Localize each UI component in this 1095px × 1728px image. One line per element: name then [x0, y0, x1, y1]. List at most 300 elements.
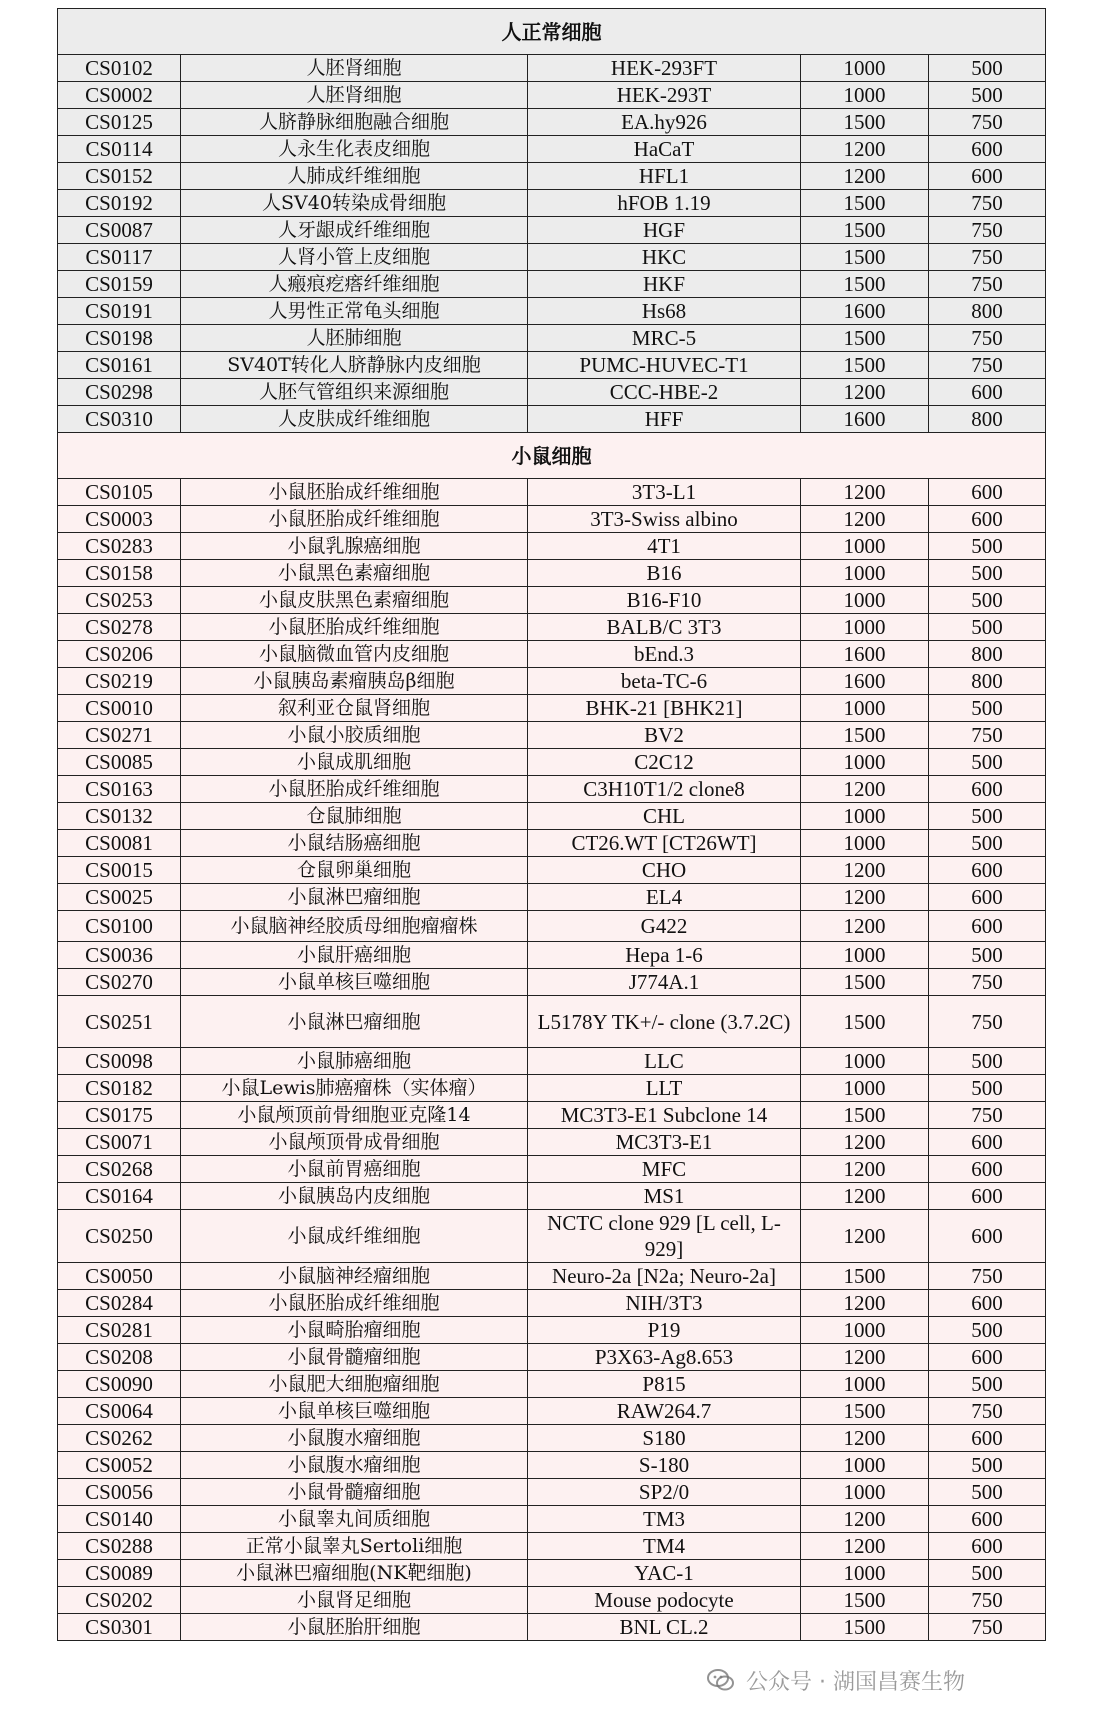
- cell-price-b: 600: [929, 1533, 1046, 1560]
- cell-price-a: 1200: [801, 1290, 929, 1317]
- table-row: [58, 668, 1046, 695]
- cell-name: 小鼠胚胎成纤维细胞: [181, 776, 528, 803]
- table-row: [58, 479, 1046, 506]
- cell-price-a: 1000: [801, 82, 929, 109]
- cell-price-a: 1200: [801, 1129, 929, 1156]
- table-row: [58, 1371, 1046, 1398]
- table-row: [58, 776, 1046, 803]
- table-row: [58, 1263, 1046, 1290]
- cell-price-a: 1200: [801, 1506, 929, 1533]
- cell-name: 正常小鼠睾丸Sertoli细胞: [181, 1533, 528, 1560]
- cell-catalog: CS0262: [58, 1425, 181, 1452]
- table-row: [58, 325, 1046, 352]
- cell-price-a: 1000: [801, 533, 929, 560]
- cell-name: SV40T转化人脐静脉内皮细胞: [181, 352, 528, 379]
- cell-name: 小鼠颅顶骨成骨细胞: [181, 1129, 528, 1156]
- cell-model: HEK-293T: [528, 82, 801, 109]
- cell-model: HaCaT: [528, 136, 801, 163]
- cell-price-b: 600: [929, 506, 1046, 533]
- cell-model: PUMC-HUVEC-T1: [528, 352, 801, 379]
- cell-model: 3T3-Swiss albino: [528, 506, 801, 533]
- watermark: [706, 1662, 965, 1698]
- cell-price-a: 1500: [801, 190, 929, 217]
- table-row: [58, 1290, 1046, 1317]
- cell-catalog: CS0089: [58, 1560, 181, 1587]
- cell-catalog: CS0056: [58, 1479, 181, 1506]
- cell-name: 小鼠皮肤黑色素瘤细胞: [181, 587, 528, 614]
- cell-catalog: CS0301: [58, 1614, 181, 1641]
- cell-name: 人胚肾细胞: [181, 82, 528, 109]
- cell-price-b: 750: [929, 109, 1046, 136]
- cell-model: B16-F10: [528, 587, 801, 614]
- cell-catalog: CS0219: [58, 668, 181, 695]
- section-human-normal-cells: [58, 9, 1046, 433]
- table-row: [58, 749, 1046, 776]
- cell-price-a: 1000: [801, 1371, 929, 1398]
- cell-price-a: 1500: [801, 352, 929, 379]
- cell-catalog: CS0268: [58, 1156, 181, 1183]
- cell-catalog: CS0025: [58, 884, 181, 911]
- table-row: [58, 942, 1046, 969]
- cell-price-a: 1600: [801, 298, 929, 325]
- cell-model: TM3: [528, 1506, 801, 1533]
- cell-model: beta-TC-6: [528, 668, 801, 695]
- cell-price-b: 750: [929, 190, 1046, 217]
- cell-name: 小鼠肺癌细胞: [181, 1048, 528, 1075]
- cell-model: CT26.WT [CT26WT]: [528, 830, 801, 857]
- cell-model: hFOB 1.19: [528, 190, 801, 217]
- cell-model: P19: [528, 1317, 801, 1344]
- cell-price-b: 500: [929, 55, 1046, 82]
- cell-model: P3X63-Ag8.653: [528, 1344, 801, 1371]
- table-row: [58, 803, 1046, 830]
- cell-name: 小鼠胰岛素瘤胰岛β细胞: [181, 668, 528, 695]
- cell-catalog: CS0159: [58, 271, 181, 298]
- cell-price-a: 1000: [801, 587, 929, 614]
- cell-model: HGF: [528, 217, 801, 244]
- cell-name: 小鼠乳腺癌细胞: [181, 533, 528, 560]
- cell-catalog: CS0102: [58, 55, 181, 82]
- cell-price-b: 750: [929, 1263, 1046, 1290]
- table-row: [58, 136, 1046, 163]
- cell-model: MC3T3-E1: [528, 1129, 801, 1156]
- cell-price-b: 600: [929, 136, 1046, 163]
- cell-price-b: 600: [929, 1129, 1046, 1156]
- table-row: [58, 911, 1046, 942]
- cell-price-b: 600: [929, 379, 1046, 406]
- table-row: [58, 506, 1046, 533]
- cell-model: LLT: [528, 1075, 801, 1102]
- cell-price-b: 500: [929, 942, 1046, 969]
- table-row: [58, 1129, 1046, 1156]
- cell-price-b: 500: [929, 695, 1046, 722]
- cell-price-b: 600: [929, 776, 1046, 803]
- table-row: [58, 1317, 1046, 1344]
- cell-price-b: 750: [929, 1614, 1046, 1641]
- cell-catalog: CS0283: [58, 533, 181, 560]
- cell-price-a: 1500: [801, 1102, 929, 1129]
- cell-catalog: CS0182: [58, 1075, 181, 1102]
- cell-model: bEnd.3: [528, 641, 801, 668]
- cell-price-b: 750: [929, 244, 1046, 271]
- cell-model: NIH/3T3: [528, 1290, 801, 1317]
- cell-model: Hepa 1-6: [528, 942, 801, 969]
- cell-price-a: 1600: [801, 406, 929, 433]
- cell-price-a: 1200: [801, 1183, 929, 1210]
- table-row: [58, 1452, 1046, 1479]
- cell-name: 小鼠Lewis肺癌瘤株（实体瘤）: [181, 1075, 528, 1102]
- table-row: [58, 830, 1046, 857]
- cell-name: 小鼠肾足细胞: [181, 1587, 528, 1614]
- cell-price-a: 1000: [801, 55, 929, 82]
- cell-model: EA.hy926: [528, 109, 801, 136]
- cell-price-a: 1200: [801, 776, 929, 803]
- cell-name: 人男性正常龟头细胞: [181, 298, 528, 325]
- cell-name: 小鼠黑色素瘤细胞: [181, 560, 528, 587]
- cell-catalog: CS0002: [58, 82, 181, 109]
- cell-catalog: CS0284: [58, 1290, 181, 1317]
- cell-catalog: CS0202: [58, 1587, 181, 1614]
- cell-catalog: CS0271: [58, 722, 181, 749]
- cell-catalog: CS0050: [58, 1263, 181, 1290]
- table-row: [58, 1479, 1046, 1506]
- cell-name: 仓鼠肺细胞: [181, 803, 528, 830]
- cell-model: MS1: [528, 1183, 801, 1210]
- cell-price-a: 1000: [801, 803, 929, 830]
- cell-price-b: 750: [929, 1102, 1046, 1129]
- cell-model: MC3T3-E1 Subclone 14: [528, 1102, 801, 1129]
- cell-model: EL4: [528, 884, 801, 911]
- cell-price-b: 500: [929, 1371, 1046, 1398]
- cell-price-a: 1200: [801, 506, 929, 533]
- table-row: [58, 1344, 1046, 1371]
- cell-name: 小鼠胰岛内皮细胞: [181, 1183, 528, 1210]
- table-row: [58, 1048, 1046, 1075]
- table-row: [58, 996, 1046, 1048]
- section-mouse-cells: [58, 433, 1046, 1641]
- cell-price-a: 1600: [801, 641, 929, 668]
- cell-price-b: 600: [929, 1425, 1046, 1452]
- cell-model: SP2/0: [528, 1479, 801, 1506]
- cell-name: 小鼠胚胎成纤维细胞: [181, 479, 528, 506]
- cell-price-b: 500: [929, 830, 1046, 857]
- table-row: [58, 1398, 1046, 1425]
- cell-price-a: 1000: [801, 1452, 929, 1479]
- cell-model: J774A.1: [528, 969, 801, 996]
- cell-catalog: CS0114: [58, 136, 181, 163]
- cell-price-b: 600: [929, 1506, 1046, 1533]
- cell-name: 人胚气管组织来源细胞: [181, 379, 528, 406]
- cell-model: P815: [528, 1371, 801, 1398]
- cell-model: 4T1: [528, 533, 801, 560]
- cell-price-b: 500: [929, 1560, 1046, 1587]
- cell-name: 小鼠胚胎成纤维细胞: [181, 614, 528, 641]
- cell-catalog: CS0161: [58, 352, 181, 379]
- cell-price-a: 1500: [801, 325, 929, 352]
- cell-name: 小鼠脑神经胶质母细胞瘤瘤株: [181, 911, 528, 942]
- table-row: [58, 1210, 1046, 1263]
- cell-price-b: 800: [929, 641, 1046, 668]
- table-row: [58, 1614, 1046, 1641]
- cell-price-b: 500: [929, 614, 1046, 641]
- cell-catalog: CS0288: [58, 1533, 181, 1560]
- cell-model: NCTC clone 929 [L cell, L-929]: [528, 1210, 801, 1263]
- cell-catalog: CS0117: [58, 244, 181, 271]
- cell-price-b: 500: [929, 587, 1046, 614]
- cell-catalog: CS0140: [58, 1506, 181, 1533]
- table-row: [58, 55, 1046, 82]
- table-row: [58, 379, 1046, 406]
- cell-catalog: CS0164: [58, 1183, 181, 1210]
- cell-catalog: CS0158: [58, 560, 181, 587]
- cell-model: S180: [528, 1425, 801, 1452]
- cell-price-b: 800: [929, 298, 1046, 325]
- cell-price-a: 1500: [801, 271, 929, 298]
- cell-catalog: CS0270: [58, 969, 181, 996]
- table-row: [58, 1075, 1046, 1102]
- cell-price-a: 1500: [801, 244, 929, 271]
- section-header: [58, 9, 1046, 55]
- cell-price-a: 1200: [801, 479, 929, 506]
- cell-catalog: CS0064: [58, 1398, 181, 1425]
- cell-price-b: 500: [929, 1479, 1046, 1506]
- table-row: [58, 969, 1046, 996]
- cell-price-b: 800: [929, 406, 1046, 433]
- cell-name: 人牙龈成纤维细胞: [181, 217, 528, 244]
- cell-name: 人肺成纤维细胞: [181, 163, 528, 190]
- cell-price-b: 600: [929, 1344, 1046, 1371]
- cell-name: 小鼠脑神经瘤细胞: [181, 1263, 528, 1290]
- table-row: [58, 271, 1046, 298]
- cell-price-b: 600: [929, 1210, 1046, 1263]
- cell-model: MRC-5: [528, 325, 801, 352]
- cell-model: YAC-1: [528, 1560, 801, 1587]
- cell-name: 人SV40转染成骨细胞: [181, 190, 528, 217]
- cell-price-a: 1200: [801, 1533, 929, 1560]
- cell-price-a: 1200: [801, 163, 929, 190]
- cell-catalog: CS0087: [58, 217, 181, 244]
- cell-price-b: 600: [929, 479, 1046, 506]
- table-row: [58, 587, 1046, 614]
- cell-price-a: 1000: [801, 695, 929, 722]
- cell-price-b: 500: [929, 1048, 1046, 1075]
- cell-price-b: 750: [929, 217, 1046, 244]
- cell-model: BALB/C 3T3: [528, 614, 801, 641]
- cell-price-a: 1500: [801, 109, 929, 136]
- cell-catalog: CS0015: [58, 857, 181, 884]
- cell-price-a: 1000: [801, 749, 929, 776]
- cell-price-b: 750: [929, 722, 1046, 749]
- cell-catalog: CS0198: [58, 325, 181, 352]
- cell-catalog: CS0132: [58, 803, 181, 830]
- cell-price-a: 1000: [801, 942, 929, 969]
- cell-price-b: 750: [929, 1587, 1046, 1614]
- cell-price-b: 600: [929, 911, 1046, 942]
- section-title: 小鼠细胞: [58, 433, 1046, 479]
- watermark-text: 公众号 · 湖国昌赛生物: [746, 1669, 965, 1695]
- cell-catalog: CS0036: [58, 942, 181, 969]
- cell-name: 小鼠肝癌细胞: [181, 942, 528, 969]
- cell-price-a: 1000: [801, 1560, 929, 1587]
- cell-price-b: 750: [929, 352, 1046, 379]
- cell-catalog: CS0052: [58, 1452, 181, 1479]
- cell-name: 小鼠骨髓瘤细胞: [181, 1479, 528, 1506]
- cell-catalog: CS0085: [58, 749, 181, 776]
- cell-model: B16: [528, 560, 801, 587]
- cell-catalog: CS0281: [58, 1317, 181, 1344]
- cell-name: 叙利亚仓鼠肾细胞: [181, 695, 528, 722]
- cell-model: MFC: [528, 1156, 801, 1183]
- cell-model: HKC: [528, 244, 801, 271]
- section-title: 人正常细胞: [58, 9, 1046, 55]
- cell-name: 小鼠胚胎成纤维细胞: [181, 1290, 528, 1317]
- cell-name: 人皮肤成纤维细胞: [181, 406, 528, 433]
- cell-name: 小鼠淋巴瘤细胞: [181, 884, 528, 911]
- cell-price-b: 500: [929, 82, 1046, 109]
- cell-catalog: CS0251: [58, 996, 181, 1048]
- cell-catalog: CS0192: [58, 190, 181, 217]
- cell-price-a: 1200: [801, 857, 929, 884]
- cell-model: TM4: [528, 1533, 801, 1560]
- table-row: [58, 1425, 1046, 1452]
- cell-price-a: 1200: [801, 884, 929, 911]
- table-row: [58, 109, 1046, 136]
- cell-catalog: CS0081: [58, 830, 181, 857]
- cell-price-b: 750: [929, 271, 1046, 298]
- cell-price-b: 600: [929, 1156, 1046, 1183]
- cell-price-b: 600: [929, 1290, 1046, 1317]
- cell-price-a: 1200: [801, 1344, 929, 1371]
- cell-catalog: CS0105: [58, 479, 181, 506]
- cell-name: 小鼠单核巨噬细胞: [181, 969, 528, 996]
- table-row: [58, 298, 1046, 325]
- cell-model: BHK-21 [BHK21]: [528, 695, 801, 722]
- cell-price-b: 500: [929, 1452, 1046, 1479]
- table-row: [58, 406, 1046, 433]
- cell-model: LLC: [528, 1048, 801, 1075]
- cell-price-a: 1200: [801, 1156, 929, 1183]
- cell-price-b: 750: [929, 325, 1046, 352]
- table-row: [58, 614, 1046, 641]
- cell-price-a: 1500: [801, 1614, 929, 1641]
- cell-model: C3H10T1/2 clone8: [528, 776, 801, 803]
- cell-price-a: 1200: [801, 1210, 929, 1263]
- table-row: [58, 722, 1046, 749]
- cell-price-b: 600: [929, 1183, 1046, 1210]
- cell-model: HFL1: [528, 163, 801, 190]
- cell-name: 小鼠淋巴瘤细胞(NK靶细胞): [181, 1560, 528, 1587]
- cell-model: HKF: [528, 271, 801, 298]
- cell-model: CHL: [528, 803, 801, 830]
- cell-name: 人永生化表皮细胞: [181, 136, 528, 163]
- cell-catalog: CS0310: [58, 406, 181, 433]
- cell-name: 小鼠成肌细胞: [181, 749, 528, 776]
- cell-model: S-180: [528, 1452, 801, 1479]
- cell-catalog: CS0206: [58, 641, 181, 668]
- cell-price-a: 1000: [801, 614, 929, 641]
- cell-price-a: 1200: [801, 1425, 929, 1452]
- cell-model: Mouse podocyte: [528, 1587, 801, 1614]
- cell-name: 人脐静脉细胞融合细胞: [181, 109, 528, 136]
- table-row: [58, 1587, 1046, 1614]
- cell-name: 小鼠胚胎成纤维细胞: [181, 506, 528, 533]
- cell-price-b: 600: [929, 857, 1046, 884]
- wechat-icon: [706, 1665, 736, 1695]
- table-row: [58, 533, 1046, 560]
- cell-price-a: 1500: [801, 1263, 929, 1290]
- cell-name: 小鼠腹水瘤细胞: [181, 1425, 528, 1452]
- cell-name: 人肾小管上皮细胞: [181, 244, 528, 271]
- table-row: [58, 217, 1046, 244]
- cell-catalog: CS0278: [58, 614, 181, 641]
- cell-name: 小鼠腹水瘤细胞: [181, 1452, 528, 1479]
- cell-catalog: CS0298: [58, 379, 181, 406]
- cell-model: BV2: [528, 722, 801, 749]
- cell-price-b: 750: [929, 996, 1046, 1048]
- cell-name: 人胚肺细胞: [181, 325, 528, 352]
- table-row: [58, 1156, 1046, 1183]
- cell-model: HFF: [528, 406, 801, 433]
- cell-model: G422: [528, 911, 801, 942]
- cell-model: 3T3-L1: [528, 479, 801, 506]
- cell-name: 小鼠肥大细胞瘤细胞: [181, 1371, 528, 1398]
- cell-line-price-sheet: [57, 8, 1045, 1641]
- cell-price-a: 1200: [801, 379, 929, 406]
- cell-catalog: CS0125: [58, 109, 181, 136]
- cell-name: 小鼠睾丸间质细胞: [181, 1506, 528, 1533]
- cell-price-a: 1500: [801, 969, 929, 996]
- cell-name: 人胚肾细胞: [181, 55, 528, 82]
- cell-price-a: 1500: [801, 996, 929, 1048]
- cell-model: C2C12: [528, 749, 801, 776]
- cell-name: 小鼠胚胎肝细胞: [181, 1614, 528, 1641]
- cell-catalog: CS0010: [58, 695, 181, 722]
- table-row: [58, 695, 1046, 722]
- cell-price-b: 600: [929, 163, 1046, 190]
- cell-name: 小鼠前胃癌细胞: [181, 1156, 528, 1183]
- cell-price-b: 500: [929, 1075, 1046, 1102]
- cell-model: CCC-HBE-2: [528, 379, 801, 406]
- cell-price-a: 1200: [801, 136, 929, 163]
- table-row: [58, 884, 1046, 911]
- cell-price-a: 1500: [801, 1398, 929, 1425]
- cell-name: 小鼠单核巨噬细胞: [181, 1398, 528, 1425]
- cell-model: Hs68: [528, 298, 801, 325]
- cell-catalog: CS0003: [58, 506, 181, 533]
- cell-price-b: 500: [929, 533, 1046, 560]
- table-row: [58, 1506, 1046, 1533]
- cell-price-a: 1500: [801, 722, 929, 749]
- cell-price-b: 750: [929, 969, 1046, 996]
- cell-catalog: CS0208: [58, 1344, 181, 1371]
- cell-catalog: CS0071: [58, 1129, 181, 1156]
- cell-price-a: 1000: [801, 1075, 929, 1102]
- cell-price-b: 600: [929, 884, 1046, 911]
- cell-name: 小鼠结肠癌细胞: [181, 830, 528, 857]
- cell-price-a: 1000: [801, 1317, 929, 1344]
- cell-price-a: 1500: [801, 1587, 929, 1614]
- cell-price-a: 1500: [801, 217, 929, 244]
- cell-price-b: 500: [929, 1317, 1046, 1344]
- cell-model: CHO: [528, 857, 801, 884]
- table-row: [58, 163, 1046, 190]
- section-header: [58, 433, 1046, 479]
- cell-catalog: CS0100: [58, 911, 181, 942]
- cell-catalog: CS0098: [58, 1048, 181, 1075]
- cell-price-a: 1000: [801, 830, 929, 857]
- cell-price-a: 1600: [801, 668, 929, 695]
- cell-name: 小鼠淋巴瘤细胞: [181, 996, 528, 1048]
